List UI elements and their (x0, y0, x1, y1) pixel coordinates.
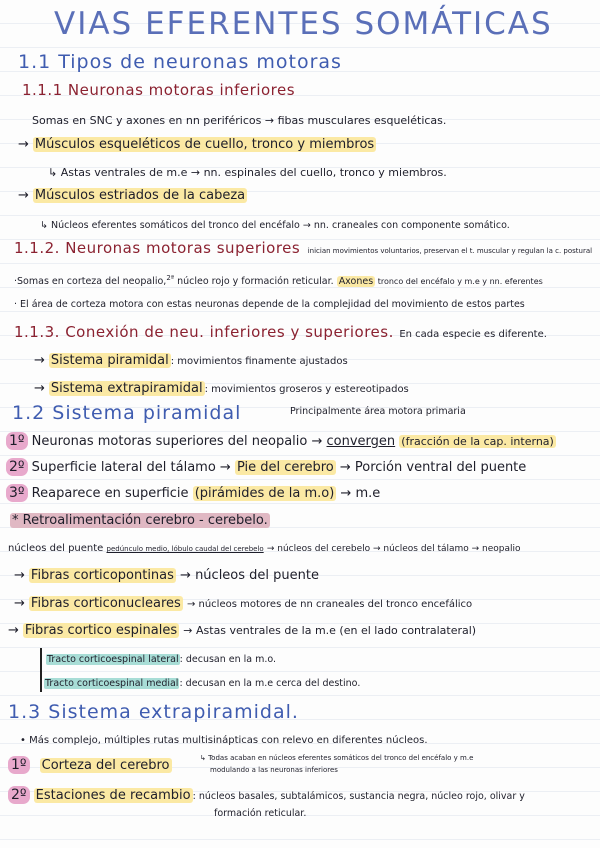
superscript: 2ª (166, 274, 175, 282)
highlight-text: * Retroalimentación cerebro - cerebelo. (12, 513, 268, 528)
list-item (6, 458, 526, 477)
section-heading-1-1-1: 1.1.1 Neuronas motoras inferiores (22, 81, 296, 99)
text-span: Neuronas motoras superiores del neopalio → (31, 434, 323, 449)
highlight-text: (fracción de la cap. interna) (401, 435, 554, 448)
fiber-line (8, 622, 476, 640)
highlight-text: Fibras cortico espinales (24, 623, 178, 638)
fiber-line (14, 567, 319, 585)
fiber-line (14, 595, 472, 614)
section-heading-1-3: 1.3 Sistema extrapiramidal. (8, 701, 299, 723)
step-number: 2º (6, 458, 28, 476)
highlight-text: Estaciones de recambio (35, 788, 191, 803)
arrow-icon: → (18, 137, 29, 152)
text-span: tronco del encéfalo y m.e y nn. eferentes (375, 277, 543, 287)
text-span: Reaparece en superficie (31, 486, 189, 501)
section-heading-1-1: 1.1 Tipos de neuronas motoras (18, 51, 342, 73)
list-item (6, 484, 380, 503)
step-number: 1º (6, 432, 28, 450)
arrow-icon: → (34, 353, 45, 368)
step-number: 1º (8, 756, 30, 774)
arrow-icon: → (18, 188, 29, 203)
highlight-text: Músculos estriados de la cabeza (34, 188, 246, 203)
arrow-icon: → (14, 596, 25, 611)
highlight-text: Pie del cerebro (236, 460, 334, 475)
text-span: pedúnculo medio, lóbulo caudal del cerebelo (106, 545, 264, 553)
text-span: → núcleos del cerebelo → núcleos del tálamo → neopalio (266, 544, 521, 554)
text-span: : decusan en la m.e cerca del destino. (179, 678, 361, 689)
section-heading-1-1-2-row (14, 238, 592, 259)
text-span: núcleo rojo y formación reticular. (174, 276, 334, 288)
text-span: ·Somas en corteza del neopalio, (14, 276, 167, 288)
highlight-text: Tracto corticoespinal medial (45, 678, 179, 689)
tract-line (44, 676, 360, 692)
text-line: Somas en SNC y axones en nn periféricos → fibas musculares esqueléticas. (32, 114, 447, 127)
text-span: : decusan en la m.o. (179, 654, 277, 665)
text-span: → núcleos del puente (180, 568, 319, 583)
text-span: núcleos del puente (8, 543, 104, 554)
text-span: → Porción ventral del puente (339, 460, 527, 475)
side-note: modulando a las neuronas inferiores (210, 766, 338, 774)
arrow-icon: → (14, 568, 25, 583)
text-line (34, 352, 348, 371)
highlight-text: Fibras corticopontinas (30, 568, 174, 583)
text-line (14, 270, 543, 290)
list-item (8, 786, 525, 806)
feedback-line (10, 512, 270, 530)
text-span: Superficie lateral del tálamo → (31, 460, 231, 475)
text-line: • Más complejo, múltiples rutas multisinápticas con relevo en diferentes núcleos. (20, 735, 428, 746)
side-note: ↳ Todas acaban en núcleos eferentes somáticos del tronco del encéfalo y m.e (200, 754, 474, 762)
text-line: ↳ Astas ventrales de m.e → nn. espinales del cuello, tronco y miembros. (48, 166, 447, 179)
list-item (8, 756, 172, 775)
text-span: : núcleos basales, subtalámicos, sustancia negra, núcleo rojo, olivar y (192, 791, 525, 802)
side-note: inician movimientos voluntarios, preservan el t. muscular y regulan la c. postural (307, 247, 593, 255)
highlight-text: Fibras corticonucleares (30, 596, 181, 611)
text-span: : movimientos finamente ajustados (170, 356, 348, 367)
highlight-text: Sistema piramidal (50, 353, 169, 368)
arrow-icon: → (8, 623, 19, 638)
section-heading-1-1-2: 1.1.2. Neuronas motoras superiores (14, 239, 301, 257)
text-line: · El área de corteza motora con estas neuronas depende de la complejidad del movimiento de estos partes (14, 299, 525, 310)
highlight-text: Corteza del cerebro (41, 758, 170, 773)
text-span: convergen (326, 434, 396, 449)
highlight-text: Músculos esqueléticos de cuello, tronco y miembros (34, 137, 375, 152)
step-number: 3º (6, 484, 28, 502)
text-line: ↳ Núcleos eferentes somáticos del tronco del encéfalo → nn. craneales con componente somático. (40, 220, 510, 231)
text-span: → Astas ventrales de la m.e (en el lado contralateral) (183, 624, 477, 637)
text-span: → m.e (340, 486, 381, 501)
text-line (18, 187, 247, 205)
text-span: → núcleos motores de nn craneales del tronco encefálico (186, 599, 473, 610)
section-heading-1-1-3: 1.1.3. Conexión de neu. inferiores y superiores. (14, 323, 394, 341)
section-heading-1-2: 1.2 Sistema piramidal (12, 402, 242, 424)
text-line (8, 541, 521, 557)
step-number: 2º (8, 786, 30, 804)
arrow-icon: → (34, 381, 45, 396)
highlight-text: Sistema extrapiramidal (50, 381, 203, 396)
highlight-text: (pirámides de la m.o) (194, 486, 335, 501)
tract-line (46, 652, 276, 668)
section-heading-1-1-3-row (14, 322, 547, 343)
text-line: formación reticular. (214, 808, 307, 819)
list-item (6, 432, 556, 451)
text-line (18, 136, 376, 154)
highlight-text: Tracto corticoespinal lateral (47, 654, 179, 665)
tract-box (40, 648, 600, 692)
highlight-text: Axones (338, 276, 374, 288)
text-span: : movimientos groseros y estereotipados (204, 384, 409, 395)
side-note: Principalmente área motora primaria (290, 406, 466, 417)
heading-tail: En cada especie es diferente. (399, 329, 547, 340)
page-title: VIAS EFERENTES SOMÁTICAS (54, 6, 553, 42)
text-line (34, 380, 409, 399)
